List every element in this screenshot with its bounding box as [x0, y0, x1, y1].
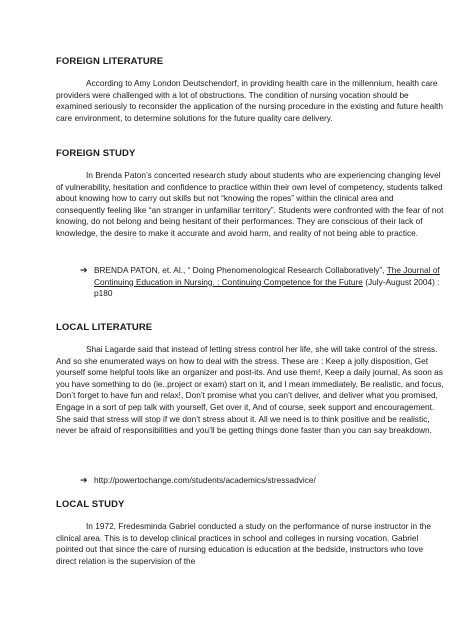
reference-url[interactable]: http://powertochange.com/students/academics/stressadvice/ — [94, 475, 316, 485]
local-literature-paragraph: Shai Lagarde said that instead of letting stress control her life, she will take control of the stress. And so she enumerated ways on how to deal with the stress. These are : Keep a jolly disposition, Get yourself some helpful tools like an organizer and post-its. And use them!, Keep a daily journal, As soon as you have something to do (ie..project or exam) start on it, and I mean immediately, Be realistic, and focus, Don’t forget to have fun and relax!, Don’t promise what you can’t deliver, and deliver what you promised, Engage in a sort of pep talk with yourself, Get over it, And of course, seek support and encouragement. She said that stress will stop if we don’t stress about it. All we need is to think positive and be realistic, never be afraid of responsibilities and you’ll be getting things done faster than you can say breakdown. — [56, 344, 444, 436]
arrow-right-icon: ➔ — [80, 265, 88, 275]
reference-authors: BRENDA PATON, et. Al., “ Doing Phenomenological Research Collaboratively”, — [94, 265, 385, 275]
foreign-literature-paragraph: According to Amy London Deutschendorf, in providing health care in the millennium, health care providers were challenged with a lot of obstructions. The condition of nursing vocation should be examined seriously to reconsider the application of the nursing procedure in the existing and future health care environment, to determine solutions for the future quality care delivery. — [56, 78, 443, 123]
local-literature-reference — [56, 475, 448, 487]
foreign-study-reference — [56, 265, 448, 300]
local-study-heading: LOCAL STUDY — [56, 499, 125, 510]
foreign-study-heading: FOREIGN STUDY — [56, 148, 136, 159]
foreign-study-paragraph: In Brenda Paton’s concerted research study about students who are experiencing changing level of vulnerability, hesitation and confidence to practice within their own level of competency, students talked about knowing how to carry out skills but not “knowing the ropes” within the clinical area and consequently feeling like “an stranger in unfamiliar territory”. Students were confronted with the fear of not knowing, do not belong and being hesitant of their performances. They are conscious of their lack of knowledge, the desire to make it accurate and avoid harm, and reality of not being able to practice. — [56, 170, 444, 238]
local-literature-heading: LOCAL LITERATURE — [56, 322, 153, 333]
arrow-right-icon: ➔ — [80, 475, 88, 485]
reference-date: (July-August 2004) : p180 — [94, 276, 440, 299]
reference-journal: The Journal of Continuing Education in Nursing. : Continuing Competence for the Future — [94, 265, 440, 287]
foreign-literature-heading: FOREIGN LITERATURE — [56, 56, 164, 67]
local-study-paragraph: In 1972, Fredesminda Gabriel conducted a study on the performance of nurse instructor in the clinical area. This is to develop clinical practices in school and colleges in nursing vocation. Gabriel pointed out that since the care of nursing education is education at the bedside, instructors who love direct relation is the supervision of the — [56, 521, 431, 566]
reference-text — [94, 265, 448, 300]
